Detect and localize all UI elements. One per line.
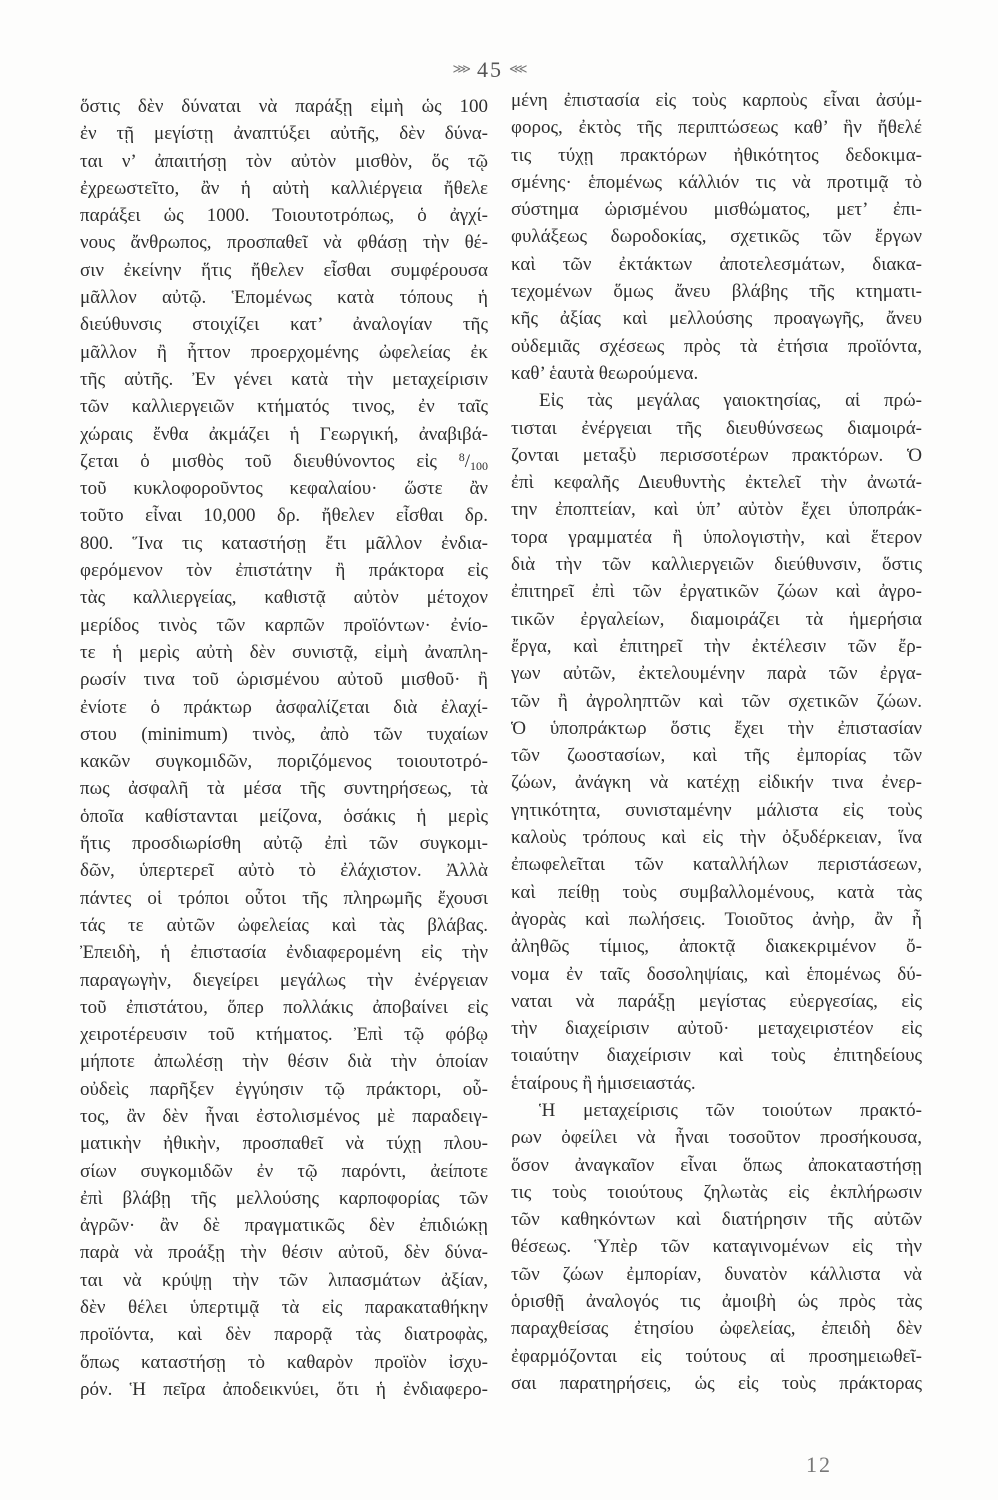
text-line: φορος, ἐκτὸς τῆς περιπτώσεως καθ’ ἣν ἤθελέ (511, 117, 922, 139)
text-line: θέσεως. Ὑπὲρ τῶν καταγινομένων εἰς τὴν (511, 1236, 922, 1258)
text-line: παρὰ νὰ προάξῃ τὴν θέσιν αὐτοῦ, δὲν δύνα- (80, 1242, 488, 1264)
fraction (459, 451, 488, 472)
text-line: τὰς καλλιεργείας, καθιστᾷ αὐτὸν μέτοχον (80, 587, 488, 609)
text-line: Ἐπειδὴ, ἡ ἐπιστασία ἐνδιαφερομένη εἰς τὴν (80, 942, 488, 964)
text-line: πως ἀσφαλῆ τὰ μέσα τῆς συντηρήσεως, τὰ (80, 778, 488, 800)
text-line: ὅπως καταστήσῃ τὸ καθαρὸν προϊὸν ἰσχυ- (80, 1351, 488, 1373)
text-line: τε ἡ μερὶς αὐτὴ δὲν συνιστᾷ, εἰμὴ ἀναπλη- (80, 641, 488, 663)
text-line: ρων ὀφείλει νὰ ἦναι τοσοῦτον προσήκουσα, (511, 1127, 922, 1149)
text-line: μερίδος τινὸς τῶν καρπῶν προϊόντων· ἐνίο- (80, 614, 488, 636)
text-line: τῶν ἢ ἀγροληπτῶν καὶ τῶν σχετικῶν ζώων. (511, 690, 922, 712)
signature-mark: 12 (806, 1452, 832, 1477)
text-line: τῶν ζωοστασίων, καὶ τῆς ἐμπορίας τῶν (511, 745, 922, 767)
text-line: καθ’ ἑαυτὰ θεωρούμενα. (511, 362, 699, 384)
text-line: ἔργα, καὶ ἐπιτηρεῖ τὴν ἐκτέλεσιν τῶν ἔρ- (511, 635, 922, 657)
text-line: τορα γραμματέα ἢ ὑπολογιστὴν, καὶ ἕτερον (511, 526, 922, 548)
header-ornament-right-icon: ⋘ (509, 61, 528, 77)
text-line: σμένης· ἑπομένως κάλλιόν τις νὰ προτιμᾷ τὸ (511, 171, 922, 193)
text-line: τις τύχῃ πρακτόρων ἠθικότητος δεδοκιμα- (511, 144, 922, 166)
text-line: 800. Ἵνα τις καταστήσῃ ἔτι μᾶλλον ἐνδια- (80, 532, 488, 554)
fraction-numerator: 8 (458, 449, 465, 464)
text-line: τάς τε αὐτῶν ὠφελείας καὶ τὰς βλάβας. (80, 914, 488, 936)
text-line: ἀγορὰς καὶ πωλήσεις. Τοιοῦτος ἀνὴρ, ἂν ἦ (511, 908, 922, 930)
text-line: ὅστις δὲν δύναται νὰ παράξῃ εἰμὴ ὡς 100 (80, 96, 488, 117)
text-line: χειροτέρευσιν τοῦ κτήματος. Ἐπὶ τῷ φόβῳ (80, 1024, 488, 1046)
page-number: 45 (477, 56, 503, 82)
text-line: τικῶν ἐργαλείων, διαμοιράζει τὰ ἡμερήσια (511, 608, 922, 630)
text-line: ναται νὰ παράξῃ μεγίστας εὐεργεσίας, εἰς (511, 990, 922, 1012)
text-line: ρόν. Ἡ πεῖρα ἀποδεικνύει, ὅτι ἡ ἐνδιαφερο- (80, 1378, 488, 1400)
text-line: ἀληθῶς τίμιος, ἀποκτᾷ διακεκριμένον ὄ- (511, 936, 922, 958)
right-column (511, 87, 922, 1397)
text-line: ἐν τῇ μεγίστῃ ἀναπτύξει αὐτῆς, δὲν δύνα- (80, 123, 488, 145)
text-line: γων αὐτῶν, ἐκτελουμένην παρὰ τῶν ἐργα- (511, 663, 922, 685)
text-line: κῆς ἀξίας καὶ μελλούσης προαγωγῆς, ἄνευ (511, 308, 922, 330)
text-line: ἑταίρους ἢ ἡμισειαστάς. (511, 1072, 696, 1094)
text-line: μᾶλλον αὐτῷ. Ἑπομένως κατὰ τόπους ἡ (80, 287, 488, 309)
text-line: μήποτε ἀπωλέσῃ τὴν θέσιν διὰ τὴν ὁποίαν (80, 1051, 488, 1073)
line-text: ζεται ὁ μισθὸς τοῦ διευθύνοντος εἰς (80, 450, 437, 472)
text-line: δῶν, ὑπερτερεῖ αὐτὸ τὸ ἐλάχιστον. Ἀλλὰ (80, 860, 488, 882)
page-header (390, 54, 590, 84)
fraction-separator: / (464, 450, 471, 472)
text-line: τοῦ ἐπιστάτου, ὅπερ πολλάκις ἀποβαίνει εἰς (80, 996, 488, 1018)
text-line: τοῦ κυκλοφοροῦντος κεφαλαίου· ὥστε ἂν (80, 478, 488, 500)
text-line: σίων συγκομιδῶν ἐν τῷ παρόντι, ἀείποτε (80, 1160, 488, 1182)
text-line: στου (minimum) τινὸς, ἀπὸ τῶν τυχαίων (80, 723, 488, 745)
text-line: τοιαύτην διαχείρισιν καὶ τοὺς ἐπιτηδείους (511, 1045, 922, 1067)
text-line: διὰ τὴν τῶν καλλιεργειῶν διεύθυνσιν, ὅστις (511, 554, 922, 576)
text-line: τισται ἐνέργειαι τῆς διευθύνσεως διαμοιρά- (511, 417, 922, 439)
text-line: νους ἄνθρωπος, προσπαθεῖ νὰ φθάσῃ τὴν θέ- (80, 232, 488, 254)
text-line: παραχθείσας ἐτησίου ὠφελείας, ἐπειδὴ δὲν (511, 1318, 922, 1340)
text-line: τεχομένων ὅμως ἄνευ βλάβης τῆς κτηματι- (511, 281, 922, 303)
fraction-denominator: 100 (470, 458, 489, 473)
text-line: φυλάξεως δωροδοκίας, σχετικῶς τῶν ἔργων (511, 226, 922, 248)
text-line: την ἐποπτείαν, καὶ ὑπ’ αὐτὸν ἔχει ὑποπράκ- (511, 499, 922, 521)
text-line: κακῶν συγκομιδῶν, ποριζόμενος τοιουτοτρό- (80, 751, 488, 773)
text-line: ἐχρεωστεῖτο, ἂν ἡ αὐτὴ καλλιέργεια ἤθελε (80, 177, 488, 199)
text-line: ἐπωφελεῖται τῶν καταλλήλων περιστάσεων, (511, 854, 922, 876)
text-line: τῶν καθηκόντων καὶ διατήρησιν τῆς αὐτῶν (511, 1209, 922, 1231)
text-line: ἐπιτηρεῖ ἐπὶ τῶν ἐργατικῶν ζώων καὶ ἀγρο- (511, 581, 922, 603)
text-line: οὐδεὶς παρῆξεν ἐγγύησιν τῷ πράκτορι, οὗ- (80, 1078, 488, 1100)
text-line: παράξει ὡς 1000. Τοιουτοτρόπως, ὁ ἀγχί- (80, 205, 488, 227)
text-line: ἥτις προσδιωρίσθη αὐτῷ ἐπὶ τῶν συγκομι- (80, 833, 488, 855)
text-line: τις τοὺς τοιούτους ζηλωτὰς εἰς ἐκπλήρωσιν (511, 1181, 922, 1203)
text-line: σαι παρατηρήσεις, ὡς εἰς τοὺς πράκτορας (511, 1372, 922, 1394)
text-line: ἀγρῶν· ἂν δὲ πραγματικῶς δὲν ἐπιδιώκῃ (80, 1215, 488, 1237)
text-line: παραγωγὴν, διεγείρει μεγάλως τὴν ἐνέργειαν (80, 969, 488, 991)
text-line: οὐδεμιᾶς σχέσεως πρὸς τὰ ἐτήσια προϊόντα, (511, 335, 922, 357)
text-line: διεύθυνσις στοιχίζει κατ’ ἀναλογίαν τῆς (80, 314, 488, 336)
text-line: πάντες οἱ τρόποι οὗτοι τῆς πληρωμῆς ἔχουσι (80, 887, 488, 909)
header-ornament-left-icon: ⋙ (452, 61, 471, 77)
text-line: προϊόντα, καὶ δὲν παρορᾷ τὰς διατροφὰς, (80, 1324, 488, 1346)
text-line: τῶν ζώων ἐμπορίαν, δυνατὸν κάλλιστα νὰ (511, 1263, 922, 1285)
text-line: τοῦτο εἶναι 10,000 δρ. ἤθελεν εἶσθαι δρ. (80, 505, 488, 527)
text-line: ματικὴν ἠθικὴν, προσπαθεῖ νὰ τύχῃ πλου- (80, 1133, 488, 1155)
text-line: μένη ἐπιστασία εἰς τοὺς καρποὺς εἶναι ἀσύμ- (511, 90, 922, 111)
text-line: ἐνίοτε ὁ πράκτωρ ἀσφαλίζεται διὰ ἐλαχί- (80, 696, 488, 718)
text-line: Εἰς τὰς μεγάλας γαιοκτησίας, αἱ πρώ- (539, 390, 922, 412)
text-line: ἐπὶ βλάβῃ τῆς μελλούσης καρποφορίας τῶν (80, 1187, 488, 1209)
text-line: ὁποῖα καθίστανται μείζονα, ὁσάκις ἡ μερὶς (80, 805, 488, 827)
text-line: φερόμενον τὸν ἐπιστάτην ἢ πράκτορα εἰς (80, 560, 488, 582)
text-line: Ὁ ὑποπράκτωρ ὅστις ἔχει τὴν ἐπιστασίαν (511, 717, 922, 739)
text-line: ται νὰ κρύψῃ τὴν τῶν λιπασμάτων ἀξίαν, (80, 1269, 488, 1291)
text-line: ζονται μεταξὺ περισσοτέρων πρακτόρων. Ὁ (511, 444, 922, 466)
text-line (80, 448, 488, 475)
text-line: χώραις ἔνθα ἀκμάζει ἡ Γεωργική, ἀναβιβά- (80, 423, 488, 445)
text-line: γητικότητα, συνισταμένην μάλιστα εἰς τοὺς (511, 799, 922, 821)
text-line: τῆς αὐτῆς. Ἐν γένει κατὰ τὴν μεταχείρισιν (80, 368, 488, 390)
text-line: δὲν θέλει ὑπερτιμᾷ τὰ εἰς παρακαταθήκην (80, 1297, 488, 1319)
text-line: τῶν καλλιεργειῶν κτήματός τινος, ἐν ταῖς (80, 396, 488, 418)
text-line: τὴν διαχείρισιν αὐτοῦ· μεταχειριστέον εἰς (511, 1018, 922, 1040)
text-line: νομα ἐν ταῖς δοσοληψίαις, καὶ ἑπομένως δύ- (511, 963, 922, 985)
text-line: ἐφαρμόζονται εἰς τούτους αἱ προσημειωθεῖ- (511, 1345, 922, 1367)
text-line: καὶ τῶν ἐκτάκτων ἀποτελεσμάτων, διακα- (511, 253, 922, 275)
text-line: ὅσον ἀναγκαῖον εἶναι ὅπως ἀποκαταστήσῃ (511, 1154, 922, 1176)
text-line: τος, ἂν δὲν ἦναι ἐστολισμένος μὲ παραδειγ- (80, 1105, 488, 1127)
text-line: ται ν’ ἀπαιτήσῃ τὸν αὐτὸν μισθὸν, ὅς τῷ (80, 150, 488, 172)
text-line: ὁρισθῇ ἀναλογός τις ἀμοιβὴ ὡς πρὸς τὰς (511, 1291, 922, 1313)
text-line: σιν ἐκείνην ἥτις ἤθελεν εἶσθαι συμφέρουσα (80, 259, 488, 281)
text-line: ρωσίν τινα τοῦ ὡρισμένου αὐτοῦ μισθοῦ· ἢ (80, 669, 488, 691)
text-line: Ἡ μεταχείρισις τῶν τοιούτων πρακτό- (539, 1099, 922, 1121)
text-line: καλοὺς τρόπους καὶ εἰς τὴν ὀξυδέρκειαν, ἵνα (511, 827, 922, 849)
text-line: καὶ πείθῃ τοὺς συμβαλλομένους, κατὰ τὰς (511, 881, 922, 903)
left-column (80, 93, 488, 1403)
text-line: μᾶλλον ἢ ἧττον προερχομένης ὠφελείας ἐκ (80, 341, 488, 363)
text-line: ἐπὶ κεφαλῆς Διευθυντὴς ἐκτελεῖ τὴν ἀνωτά- (511, 472, 922, 494)
text-line: σύστημα ὡρισμένου μισθώματος, μετ’ ἐπι- (511, 199, 922, 221)
text-line: ζώων, ἀνάγκη νὰ κατέχῃ εἰδικήν τινα ἐνερ- (511, 772, 922, 794)
